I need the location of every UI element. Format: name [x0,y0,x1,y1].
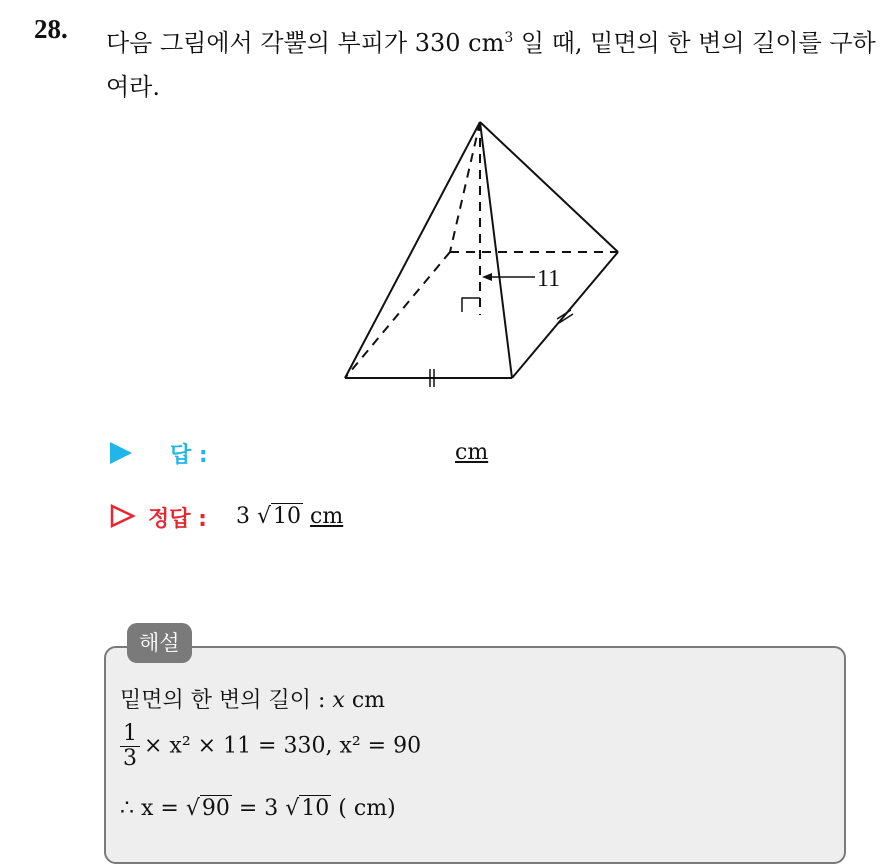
sqrt-radicand: 10 [301,796,330,821]
explanation-unit: cm [351,688,386,713]
equation-unit: ( cm) [331,796,396,821]
explanation-tab: 해설 [127,623,192,663]
sqrt-radicand: 10 [273,504,302,529]
pyramid-figure [330,110,630,400]
question-text-part2: 일 때, 밑면의 한 변의 길이를 구하여라. [106,29,876,101]
question-exponent: 3 [504,30,514,46]
edge-back-right [480,122,618,252]
hidden-edge-back-left [450,122,480,252]
therefore-text: ∴ x = [120,796,186,821]
sqrt-expression: √10 [285,796,330,821]
edge-front-left [345,122,480,378]
explanation-line-3 [120,796,396,821]
fraction [120,722,140,771]
correct-coef: 3 [236,504,250,529]
play-icon [110,442,132,464]
variable-x: x [332,688,345,713]
answer-label: 답 : [170,443,208,468]
arrow-head [482,273,492,281]
right-angle-mark [462,298,480,312]
sqrt-expression: √10 [257,504,302,529]
sqrt-expression: √90 [185,796,230,821]
height-label: 11 [537,266,561,292]
fraction-numerator: 1 [120,722,140,747]
explanation-line-1 [120,683,385,714]
edge-front-right [480,122,512,378]
fraction-denominator: 3 [123,746,137,771]
sqrt-radicand: 90 [201,796,230,821]
equation-text: × x² × 11 = 330, x² = 90 [144,733,422,759]
play-outline-icon [110,504,136,528]
question-text [106,16,876,109]
answer-unit: cm [455,440,489,465]
question-number: 28. [34,14,68,44]
explanation-line-2 [120,722,421,771]
correct-label: 정답 : [148,507,207,532]
correct-value [236,504,343,529]
equation-middle: = 3 [231,796,286,821]
correct-unit: cm [310,504,344,529]
base-right-edge [512,252,618,378]
explanation-text: 밑면의 한 변의 길이 : [120,688,333,713]
question-text-part1: 다음 그림에서 각뿔의 부피가 330 cm [106,29,505,57]
hidden-edge-left [345,252,450,378]
